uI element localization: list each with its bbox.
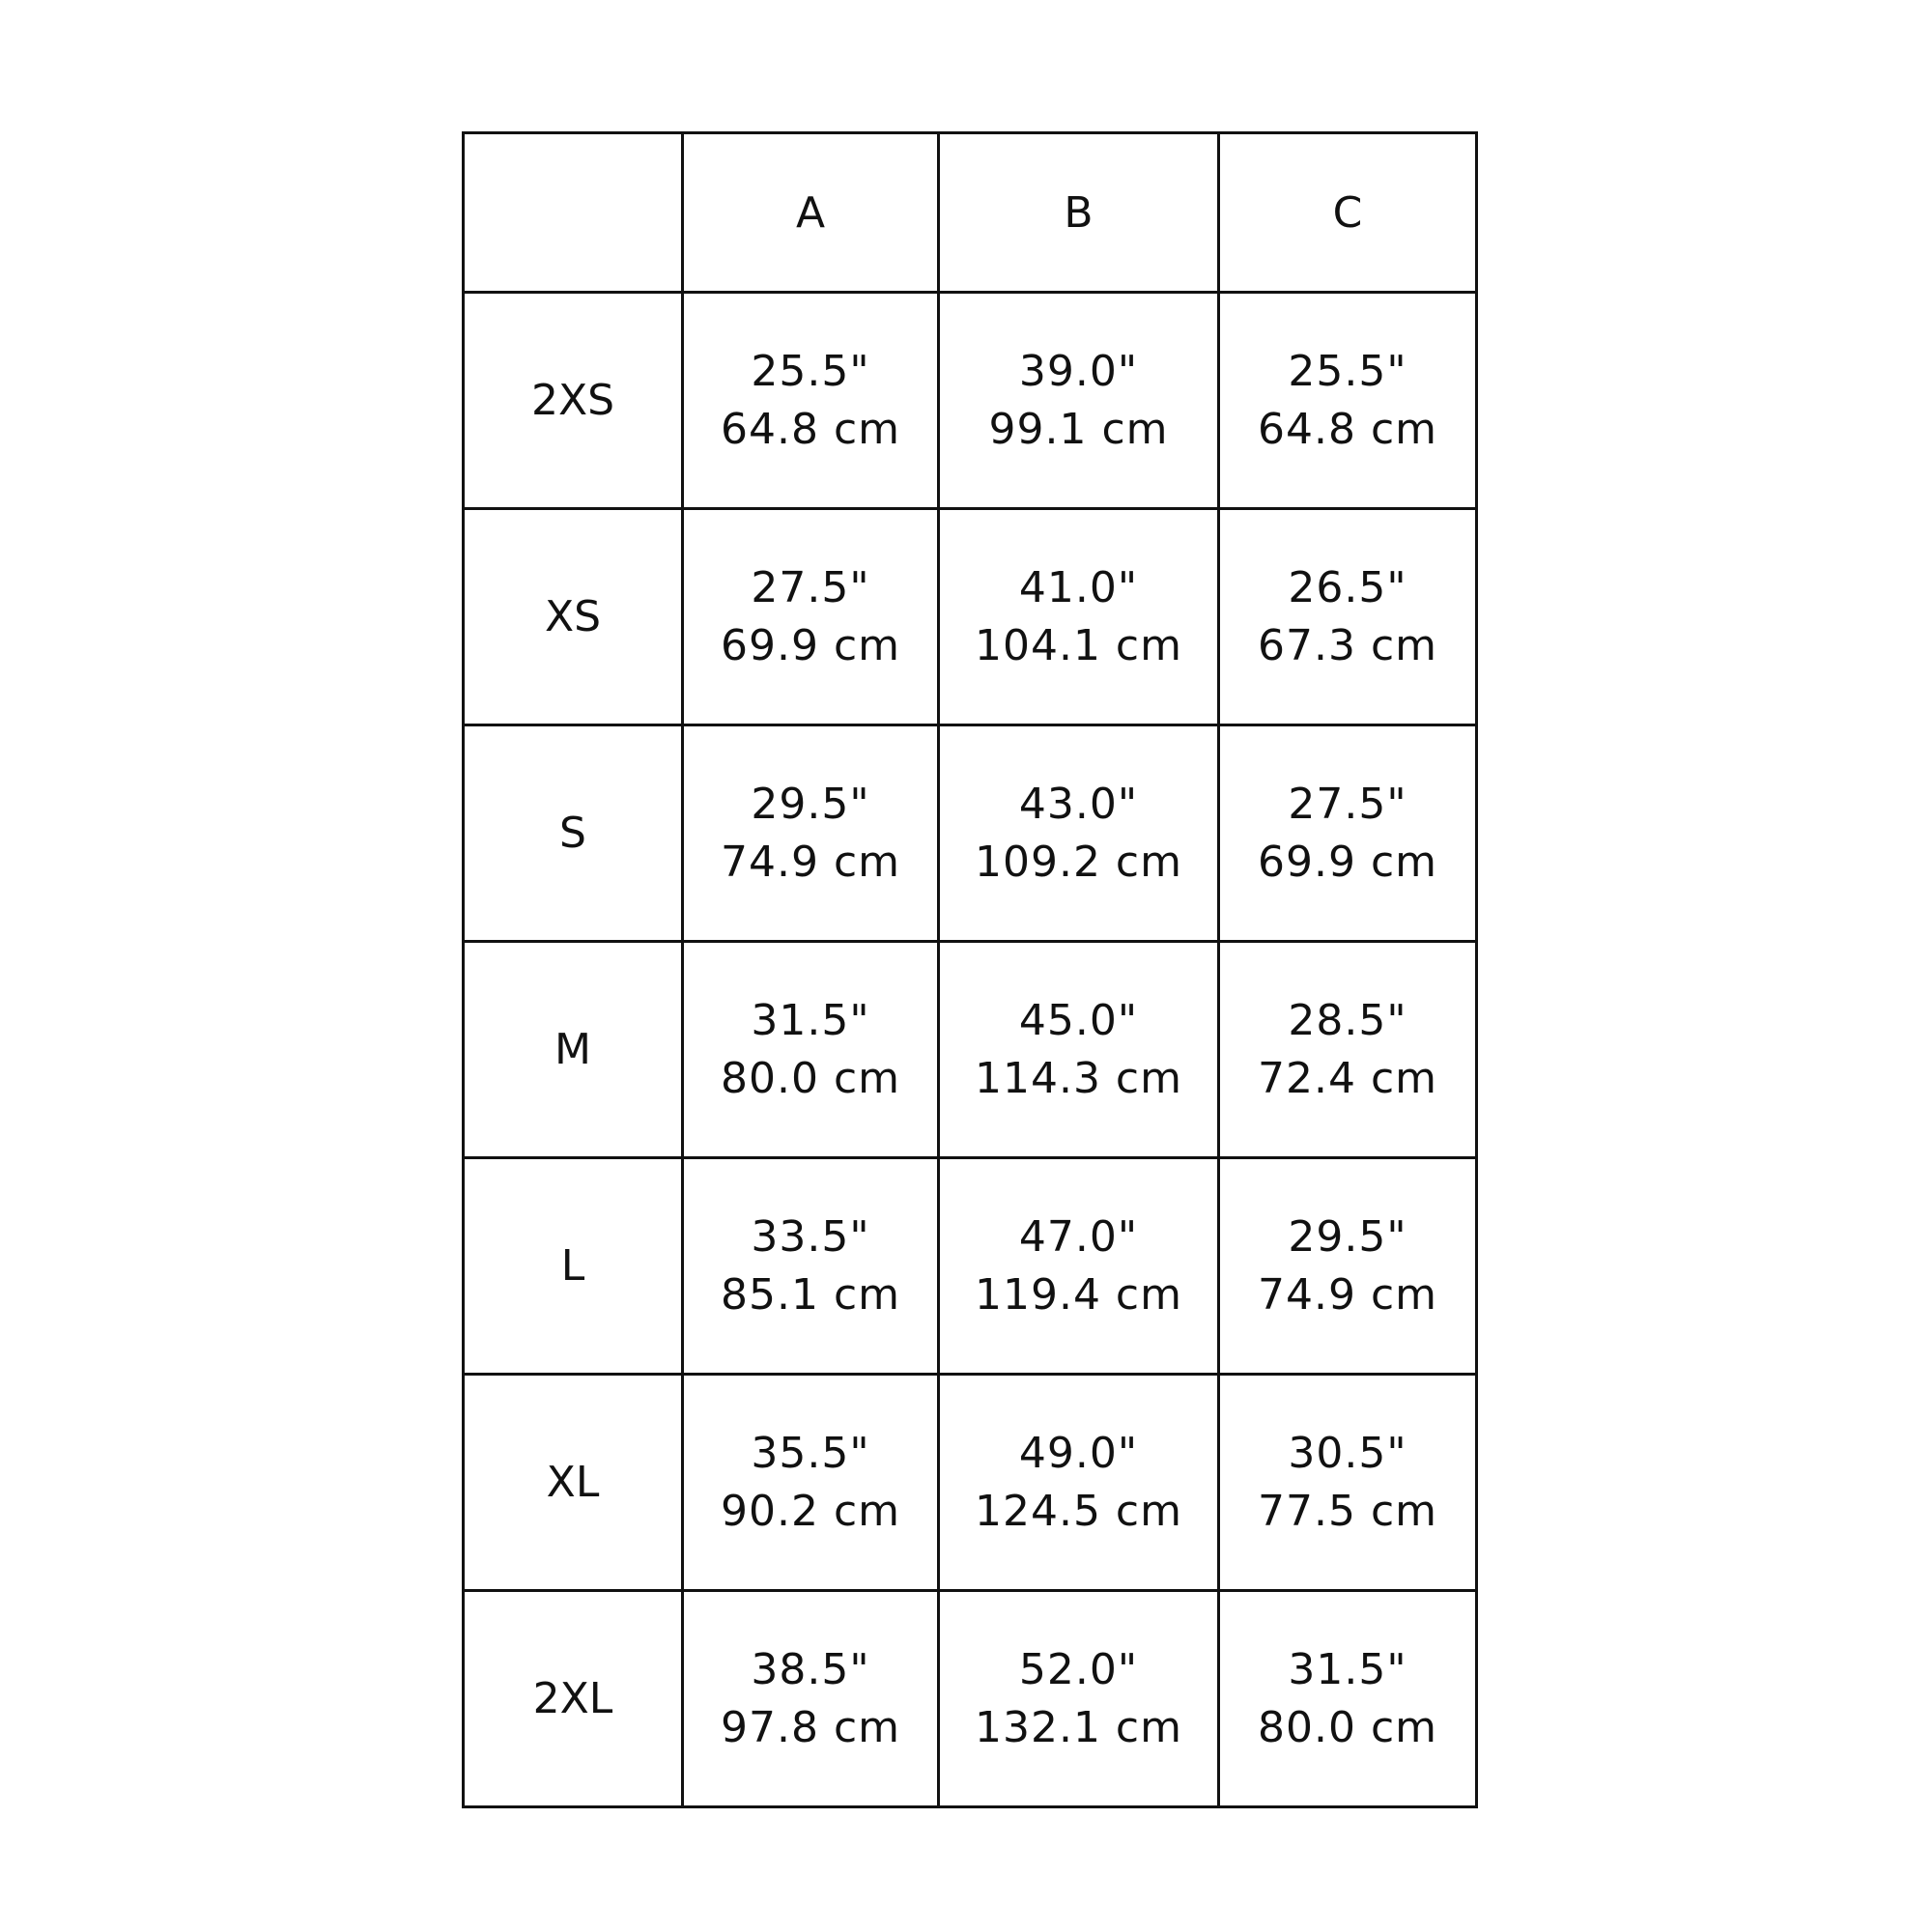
measurement-cell [1219, 725, 1477, 942]
size-chart-table [462, 131, 1478, 1808]
size-label: XS [464, 509, 683, 725]
cm-value: 64.8 cm [720, 404, 900, 454]
table-row [464, 293, 1477, 509]
cm-value: 64.8 cm [1257, 404, 1437, 454]
table-row [464, 509, 1477, 725]
cm-value: 99.1 cm [988, 404, 1169, 454]
cm-value: 85.1 cm [720, 1269, 900, 1320]
header-row [464, 133, 1477, 293]
measurement-cell [683, 942, 939, 1158]
inches-value: 29.5" [1288, 1211, 1407, 1262]
cm-value: 69.9 cm [1257, 837, 1437, 887]
corner-cell [464, 133, 683, 293]
measurement-cell [1219, 293, 1477, 509]
size-label: 2XS [464, 293, 683, 509]
measurement-cell [939, 942, 1219, 1158]
measurement-cell [683, 1375, 939, 1591]
inches-value: 30.5" [1288, 1428, 1407, 1478]
measurement-cell [939, 725, 1219, 942]
measurement-cell [939, 509, 1219, 725]
inches-value: 33.5" [751, 1211, 870, 1262]
cm-value: 77.5 cm [1257, 1486, 1437, 1536]
inches-value: 31.5" [1288, 1644, 1407, 1694]
inches-value: 25.5" [751, 346, 870, 396]
measurement-cell [1219, 1591, 1477, 1807]
cm-value: 104.1 cm [974, 620, 1182, 670]
cm-value: 67.3 cm [1257, 620, 1437, 670]
cm-value: 69.9 cm [720, 620, 900, 670]
inches-value: 26.5" [1288, 562, 1407, 612]
inches-value: 31.5" [751, 995, 870, 1045]
inches-value: 47.0" [1018, 1211, 1139, 1262]
measurement-cell [683, 293, 939, 509]
measurement-cell [1219, 509, 1477, 725]
column-header-c: C [1219, 133, 1477, 293]
inches-value: 27.5" [1288, 779, 1407, 829]
inches-value: 49.0" [1018, 1428, 1139, 1478]
size-label: L [464, 1158, 683, 1375]
cm-value: 74.9 cm [720, 837, 900, 887]
measurement-cell [939, 293, 1219, 509]
inches-value: 27.5" [751, 562, 870, 612]
inches-value: 41.0" [1018, 562, 1139, 612]
cm-value: 132.1 cm [974, 1702, 1182, 1752]
table-row [464, 1591, 1477, 1807]
cm-value: 90.2 cm [720, 1486, 900, 1536]
measurement-cell [1219, 1158, 1477, 1375]
cm-value: 80.0 cm [1257, 1702, 1437, 1752]
table-row [464, 942, 1477, 1158]
cm-value: 124.5 cm [974, 1486, 1182, 1536]
table-row [464, 1158, 1477, 1375]
inches-value: 25.5" [1288, 346, 1407, 396]
column-header-a: A [683, 133, 939, 293]
measurement-cell [683, 1158, 939, 1375]
cm-value: 109.2 cm [974, 837, 1182, 887]
measurement-cell [683, 725, 939, 942]
cm-value: 72.4 cm [1257, 1053, 1437, 1103]
measurement-cell [1219, 942, 1477, 1158]
cm-value: 114.3 cm [974, 1053, 1182, 1103]
measurement-cell [683, 509, 939, 725]
inches-value: 45.0" [1018, 995, 1139, 1045]
cm-value: 119.4 cm [974, 1269, 1182, 1320]
inches-value: 29.5" [751, 779, 870, 829]
column-header-b: B [939, 133, 1219, 293]
inches-value: 39.0" [1018, 346, 1139, 396]
inches-value: 43.0" [1018, 779, 1139, 829]
table-row [464, 1375, 1477, 1591]
measurement-cell [1219, 1375, 1477, 1591]
cm-value: 74.9 cm [1257, 1269, 1437, 1320]
inches-value: 38.5" [751, 1644, 870, 1694]
measurement-cell [939, 1591, 1219, 1807]
inches-value: 35.5" [751, 1428, 870, 1478]
cm-value: 97.8 cm [720, 1702, 900, 1752]
size-label: S [464, 725, 683, 942]
size-label: XL [464, 1375, 683, 1591]
measurement-cell [939, 1158, 1219, 1375]
measurement-cell [683, 1591, 939, 1807]
table-row [464, 725, 1477, 942]
inches-value: 52.0" [1018, 1644, 1139, 1694]
size-label: M [464, 942, 683, 1158]
measurement-cell [939, 1375, 1219, 1591]
size-label: 2XL [464, 1591, 683, 1807]
inches-value: 28.5" [1288, 995, 1407, 1045]
cm-value: 80.0 cm [720, 1053, 900, 1103]
